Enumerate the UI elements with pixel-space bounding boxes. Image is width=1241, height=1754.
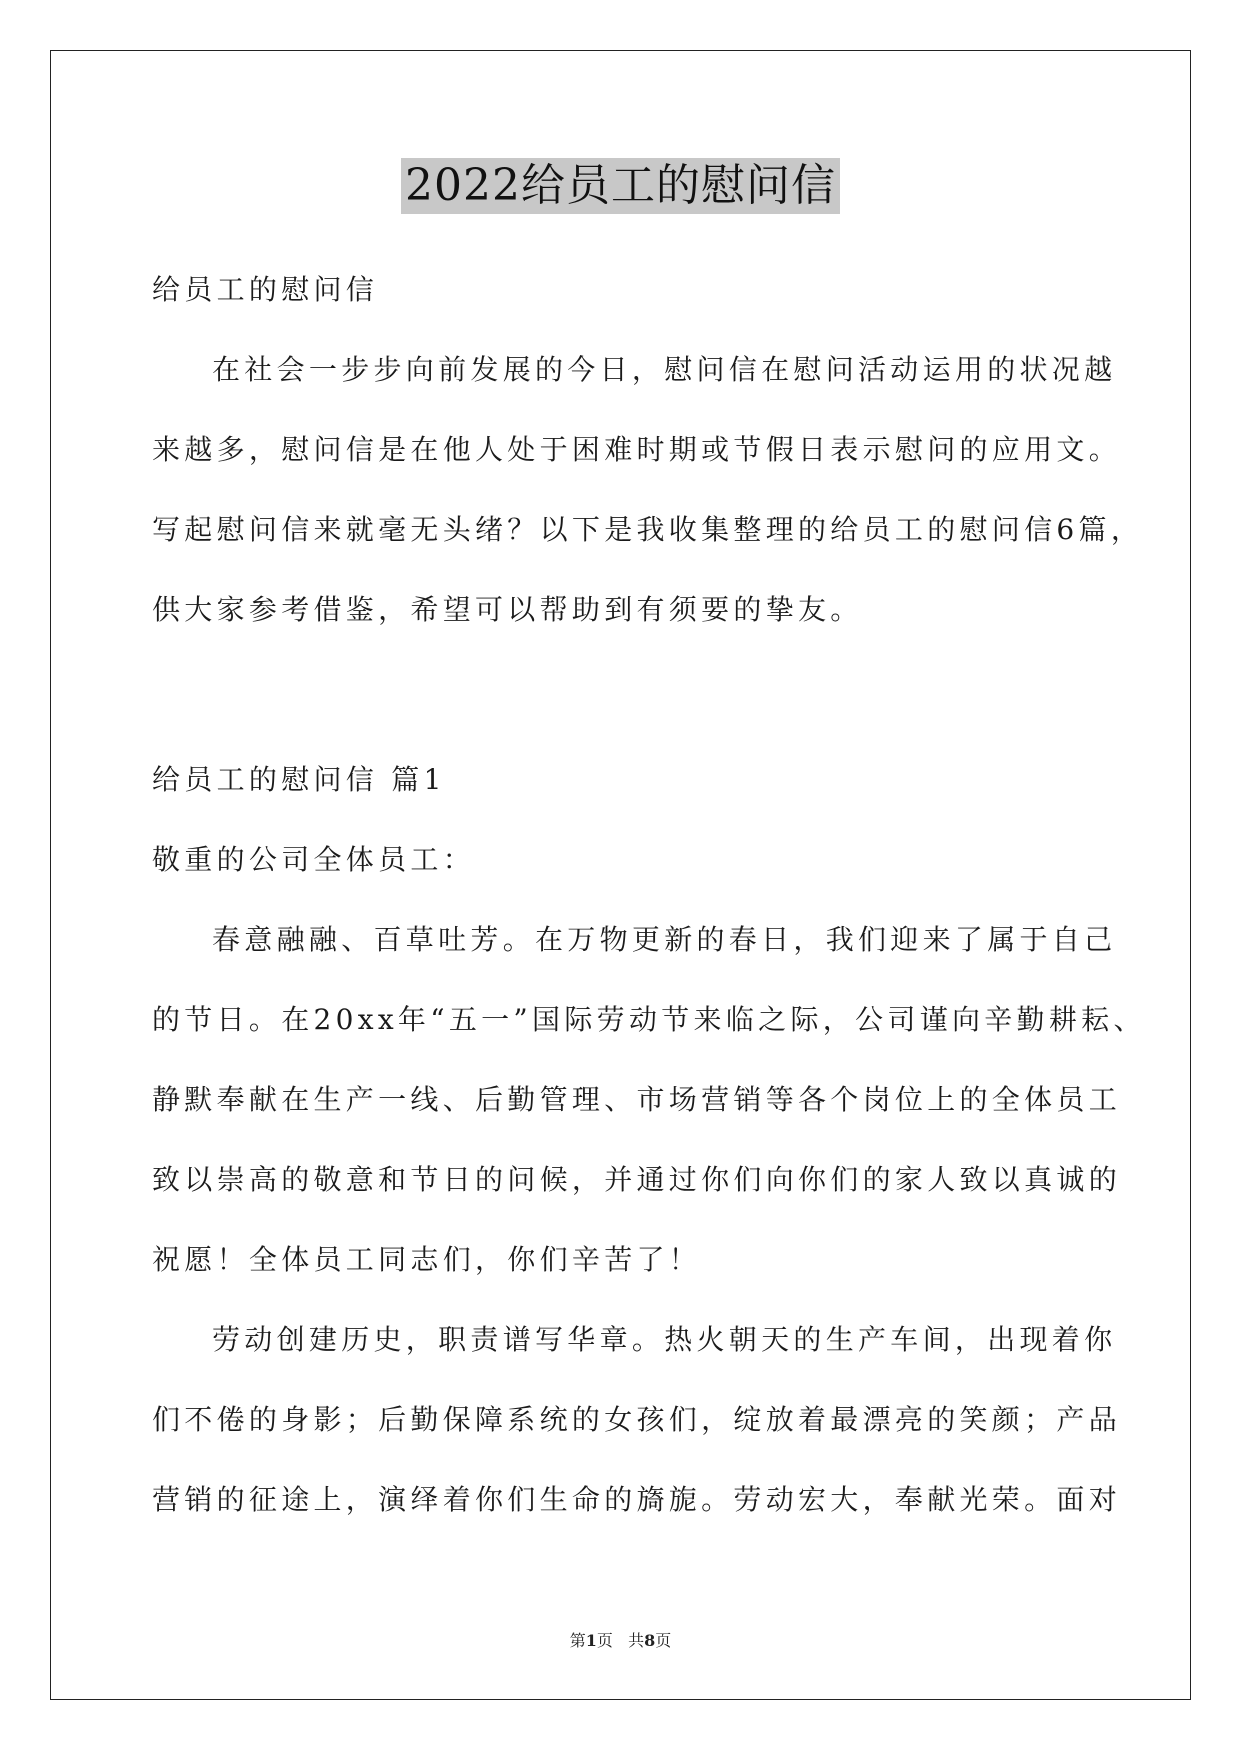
footer-total-pages: 8 [644, 1631, 656, 1650]
section-heading: 给员工的慰问信 篇1 [152, 763, 446, 796]
footer-page-number: 1 [585, 1631, 597, 1650]
body-line-4: 致以崇高的敬意和节日的问候，并通过你们向你们的家人致以真诚的 [152, 1163, 1122, 1196]
intro-line-3: 写起慰问信来就毫无头绪？以下是我收集整理的给员工的慰问信6篇， [152, 513, 1144, 546]
body-line-2: 的节日。在20xx年“五一”国际劳动节来临之际，公司谨向辛勤耕耘、 [152, 1003, 1146, 1036]
body-line-7: 们不倦的身影；后勤保障系统的女孩们，绽放着最漂亮的笑颜；产品 [152, 1403, 1122, 1436]
intro-line-1: 在社会一步步向前发展的今日，慰问信在慰问活动运用的状况越 [212, 353, 1117, 386]
body-line-6: 劳动创建历史，职责谱写华章。热火朝天的生产车间，出现着你 [212, 1323, 1117, 1356]
footer-page-suffix: 页 [596, 1631, 613, 1650]
title-container [0, 158, 1241, 214]
body-line-5: 祝愿！全体员工同志们，你们辛苦了！ [152, 1243, 702, 1276]
intro-line-4: 供大家参考借鉴，希望可以帮助到有须要的挚友。 [152, 593, 863, 626]
intro-line-2: 来越多，慰问信是在他人处于困难时期或节假日表示慰问的应用文。 [152, 433, 1122, 466]
body-line-1: 春意融融、百草吐芳。在万物更新的春日，我们迎来了属于自己 [212, 923, 1117, 956]
footer-total-suffix: 页 [655, 1631, 672, 1650]
subtitle-line: 给员工的慰问信 [152, 273, 379, 306]
body-line-3: 静默奉献在生产一线、后勤管理、市场营销等各个岗位上的全体员工 [152, 1083, 1122, 1116]
salutation: 敬重的公司全体员工： [152, 843, 476, 876]
body-line-8: 营销的征途上，演绎着你们生命的旖旎。劳动宏大，奉献光荣。面对 [152, 1483, 1122, 1516]
footer-total-prefix: 共 [628, 1631, 645, 1650]
document-title: 2022给员工的慰问信 [401, 158, 840, 214]
footer-page-prefix: 第 [569, 1631, 586, 1650]
page-footer [0, 1628, 1241, 1651]
